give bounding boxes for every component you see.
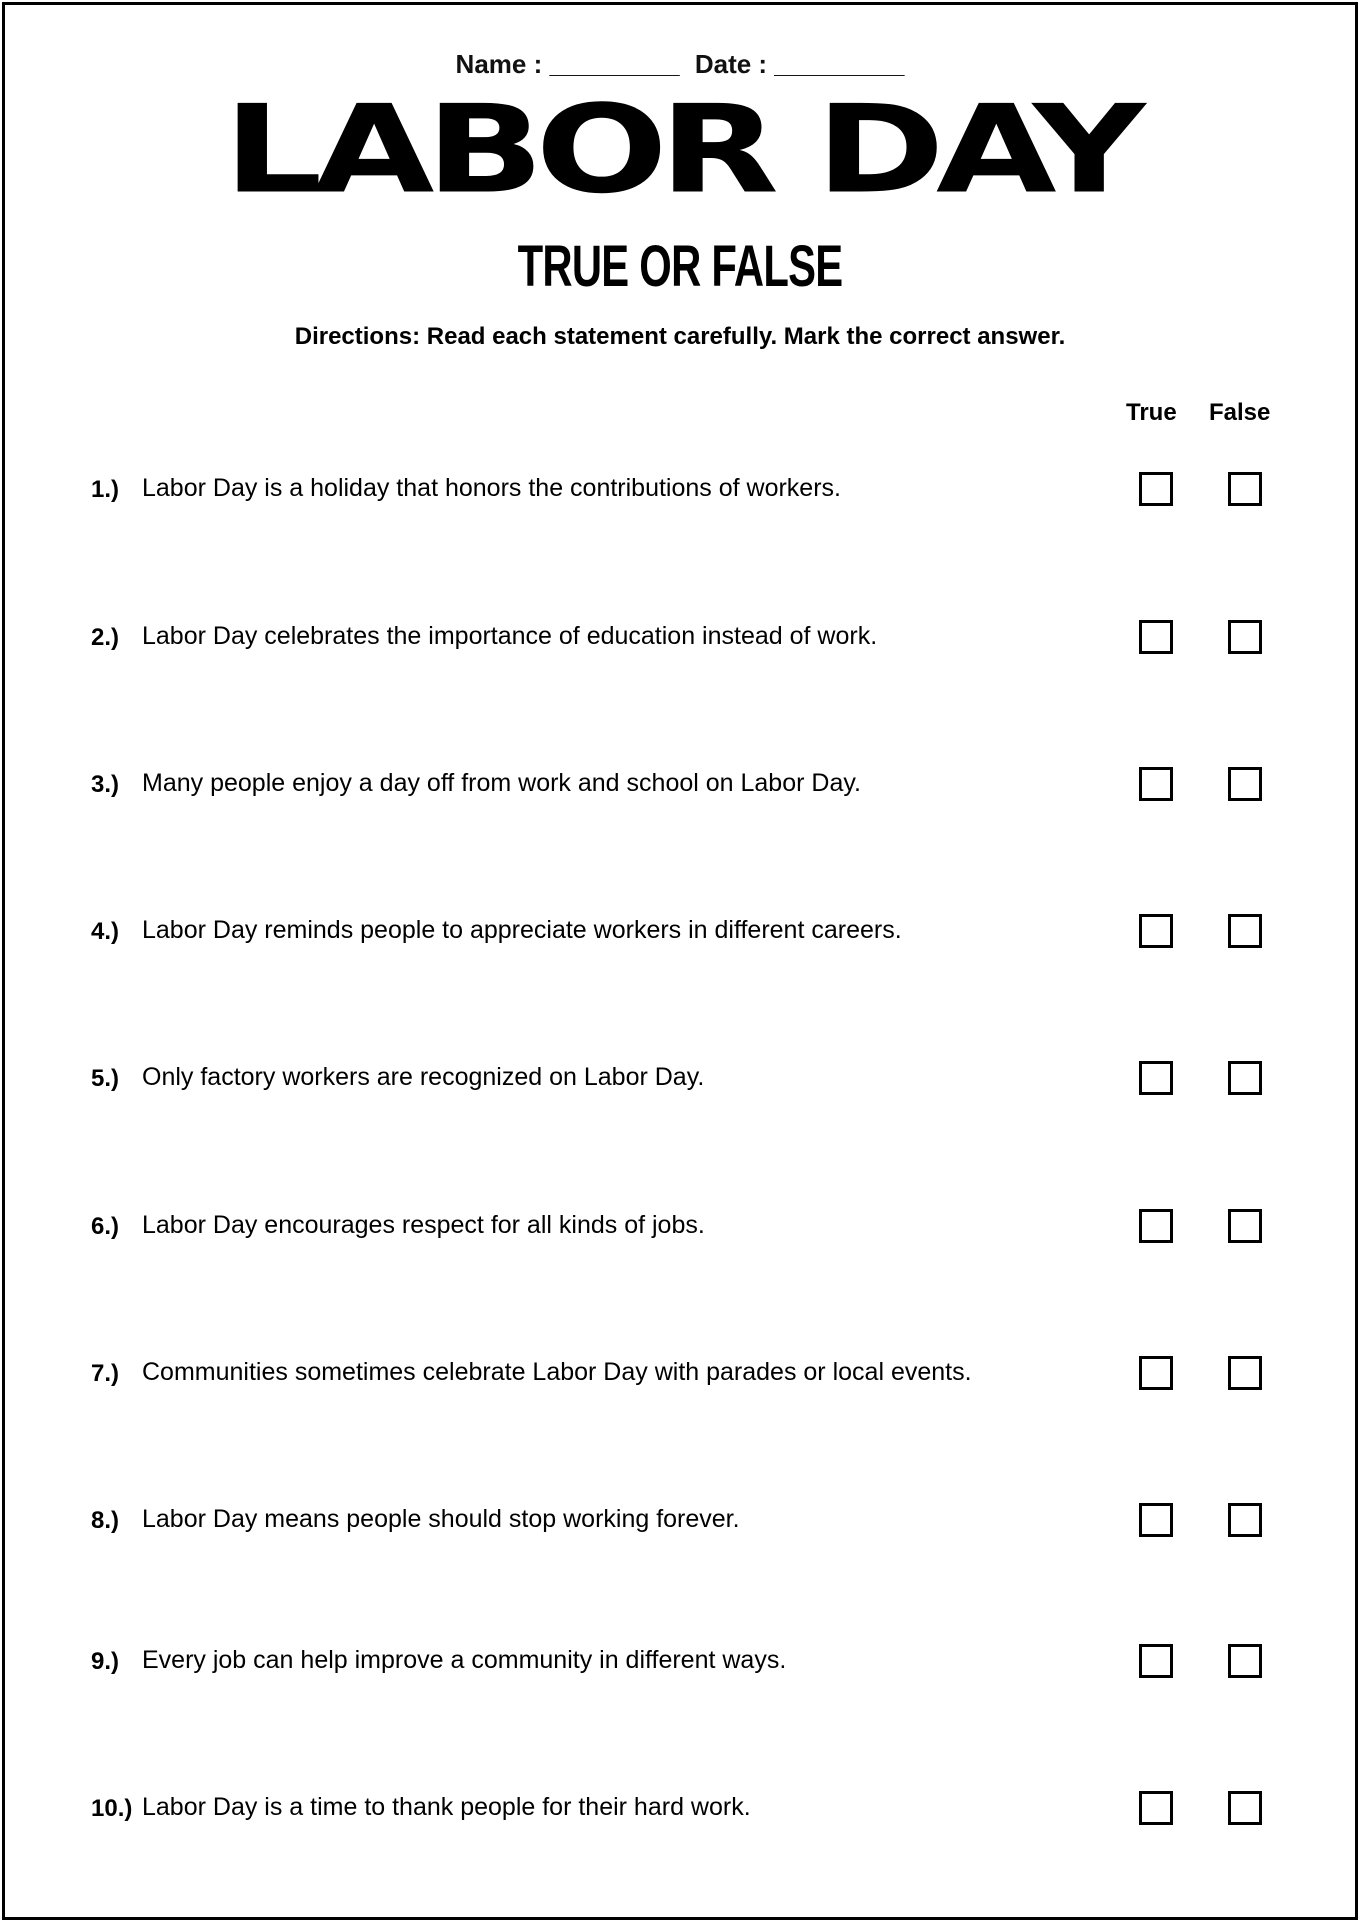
question-row <box>5 1344 1355 1404</box>
question-number: 8.) <box>91 1507 120 1534</box>
question-row <box>5 1779 1355 1839</box>
true-checkbox[interactable] <box>1139 1503 1173 1537</box>
true-checkbox[interactable] <box>1139 767 1173 801</box>
question-statement: Only factory workers are recognized on Labor Day. <box>142 1063 705 1091</box>
false-checkbox[interactable] <box>1228 914 1262 948</box>
question-statement: Labor Day is a time to thank people for their hard work. <box>142 1793 751 1821</box>
name-date-line <box>5 49 1355 80</box>
true-checkbox[interactable] <box>1139 1791 1173 1825</box>
question-statement: Many people enjoy a day off from work and school on Labor Day. <box>142 769 861 797</box>
true-column-header: True <box>1126 399 1177 426</box>
true-checkbox[interactable] <box>1139 472 1173 506</box>
date-field[interactable]: Date : _________ <box>694 49 905 79</box>
true-checkbox[interactable] <box>1139 1209 1173 1243</box>
page-subtitle: TRUE OR FALSE <box>517 234 843 299</box>
question-number: 4.) <box>91 918 120 945</box>
question-number: 3.) <box>91 771 120 798</box>
question-number: 10.) <box>91 1795 133 1822</box>
true-checkbox[interactable] <box>1139 914 1173 948</box>
question-number: 6.) <box>91 1213 120 1240</box>
question-number: 5.) <box>91 1065 120 1092</box>
question-row <box>5 1197 1355 1257</box>
question-number: 1.) <box>91 476 120 503</box>
false-checkbox[interactable] <box>1228 1356 1262 1390</box>
name-field[interactable]: Name : _________ <box>455 49 680 79</box>
true-checkbox[interactable] <box>1139 1356 1173 1390</box>
question-number: 2.) <box>91 624 120 651</box>
worksheet-page <box>2 2 1358 1920</box>
false-column-header: False <box>1209 399 1271 426</box>
question-statement: Labor Day means people should stop working forever. <box>142 1505 740 1533</box>
question-row <box>5 1491 1355 1551</box>
true-checkbox[interactable] <box>1139 1644 1173 1678</box>
question-number: 7.) <box>91 1360 120 1387</box>
question-statement: Labor Day encourages respect for all kinds of jobs. <box>142 1211 705 1239</box>
true-checkbox[interactable] <box>1139 620 1173 654</box>
false-checkbox[interactable] <box>1228 620 1262 654</box>
question-row <box>5 608 1355 668</box>
question-statement: Communities sometimes celebrate Labor Day with parades or local events. <box>142 1358 972 1386</box>
question-row <box>5 1049 1355 1109</box>
question-row <box>5 755 1355 815</box>
false-checkbox[interactable] <box>1228 1791 1262 1825</box>
false-checkbox[interactable] <box>1228 1209 1262 1243</box>
false-checkbox[interactable] <box>1228 1061 1262 1095</box>
page-title: LABOR DAY <box>223 78 1137 221</box>
true-checkbox[interactable] <box>1139 1061 1173 1095</box>
false-checkbox[interactable] <box>1228 767 1262 801</box>
false-checkbox[interactable] <box>1228 472 1262 506</box>
question-row <box>5 1632 1355 1692</box>
question-statement: Labor Day is a holiday that honors the contributions of workers. <box>142 474 841 502</box>
question-statement: Every job can help improve a community in different ways. <box>142 1646 787 1674</box>
question-row <box>5 460 1355 520</box>
question-statement: Labor Day reminds people to appreciate workers in different careers. <box>142 916 902 944</box>
directions-text: Directions: Read each statement carefully. Mark the correct answer. <box>294 323 1066 350</box>
false-checkbox[interactable] <box>1228 1644 1262 1678</box>
question-number: 9.) <box>91 1648 120 1675</box>
question-statement: Labor Day celebrates the importance of education instead of work. <box>142 622 878 650</box>
false-checkbox[interactable] <box>1228 1503 1262 1537</box>
question-row <box>5 902 1355 962</box>
